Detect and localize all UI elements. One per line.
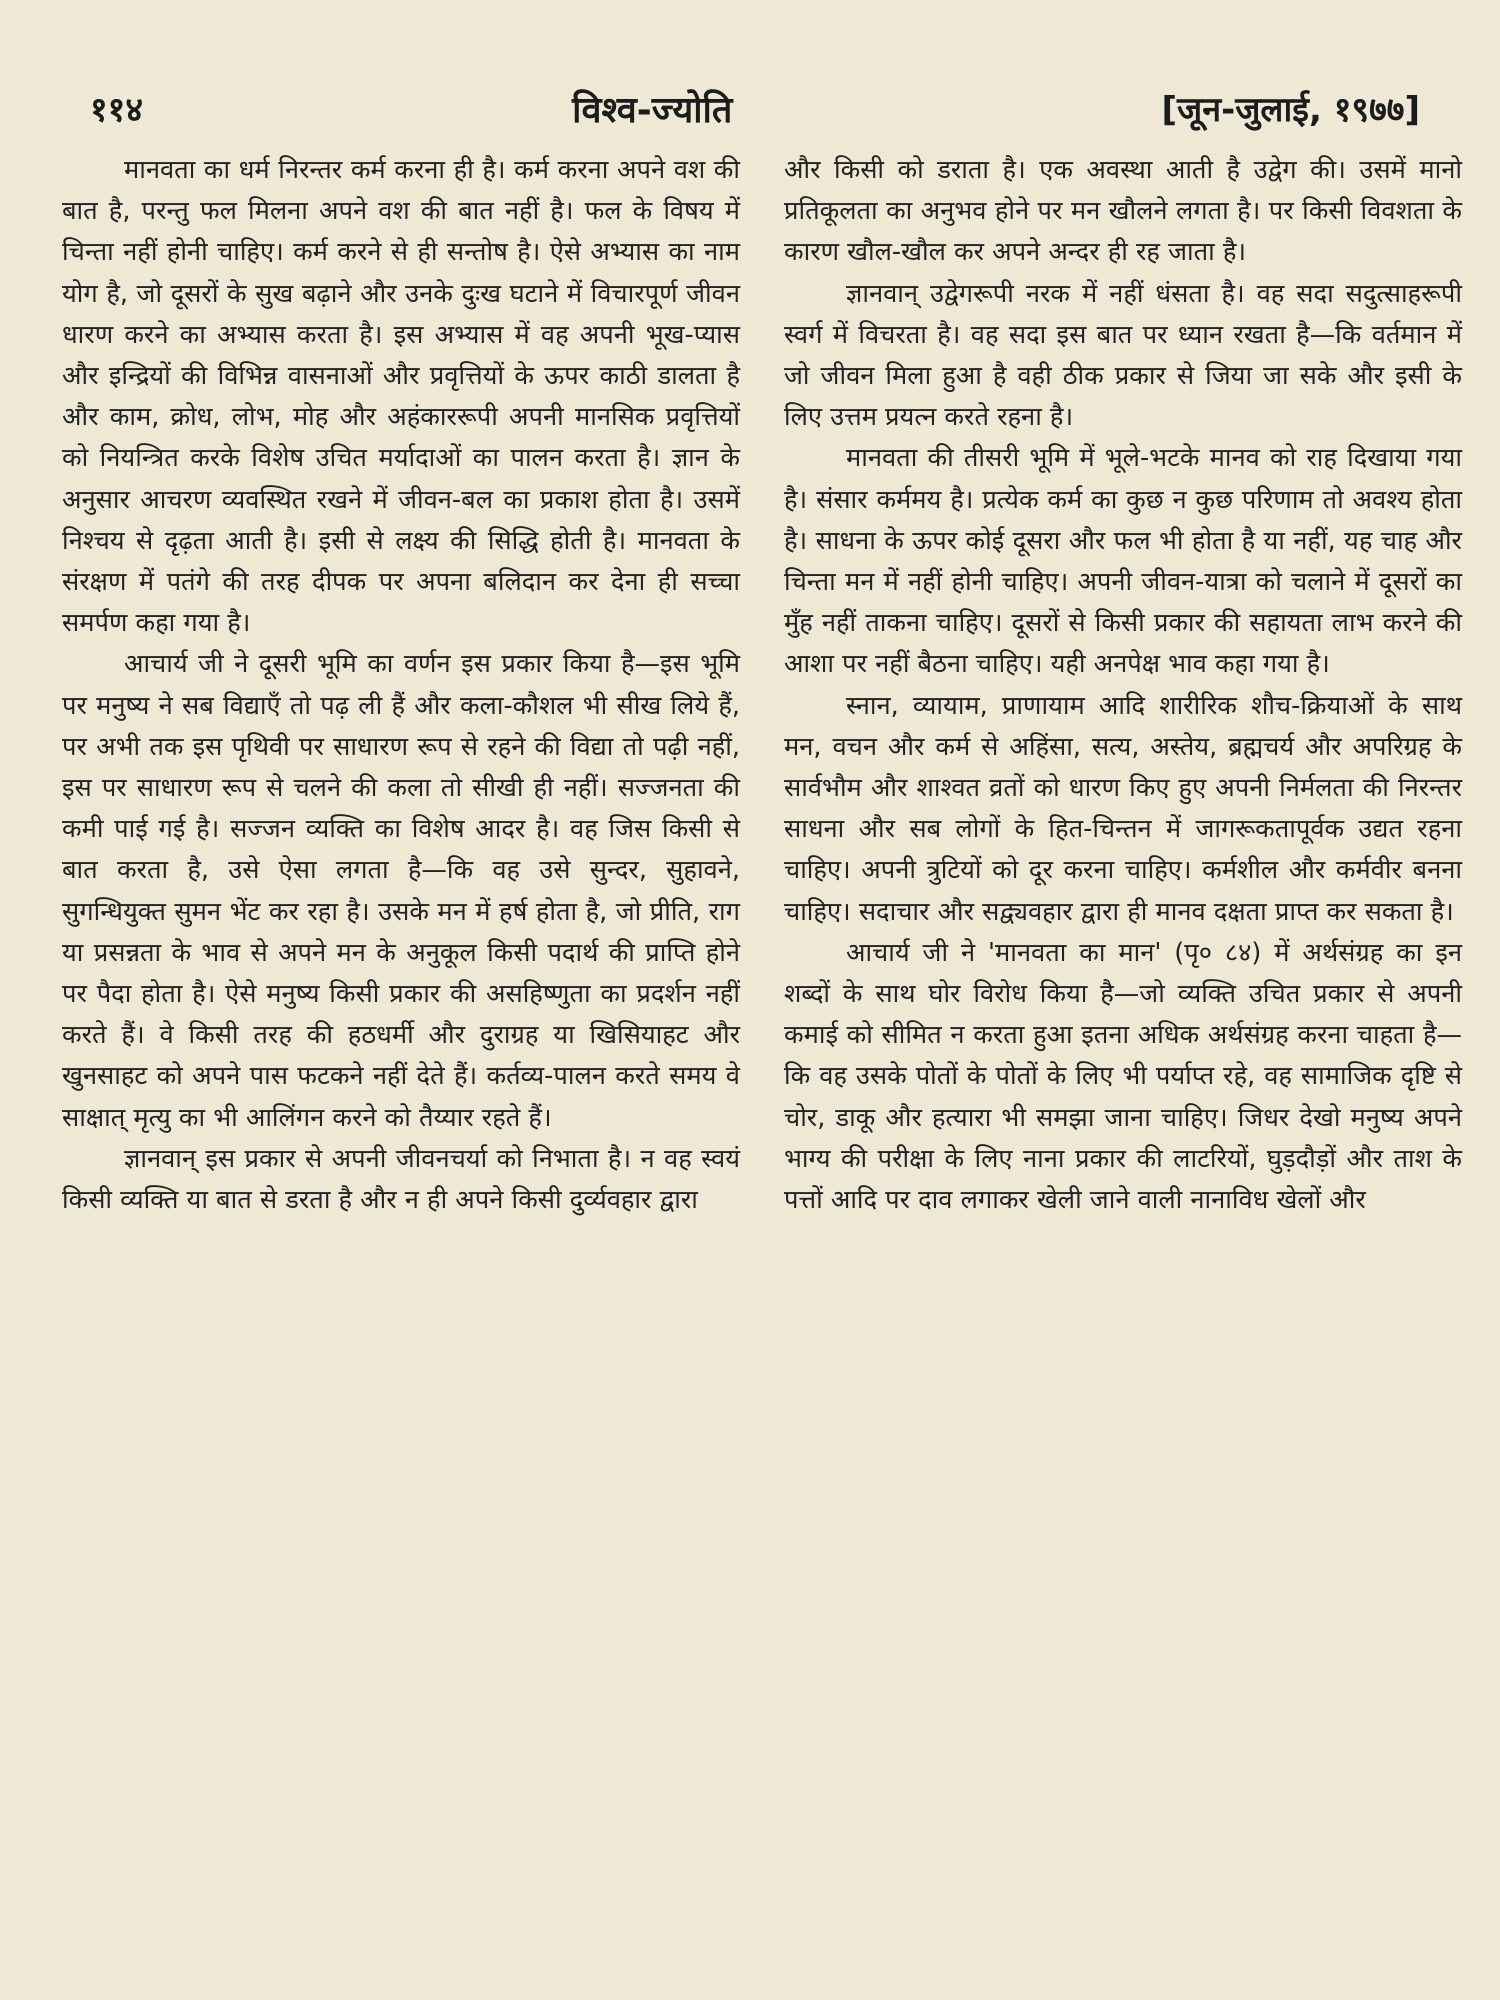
paragraph: मानवता की तीसरी भूमि में भूले-भटके मानव को राह दिखाया गया है। संसार कर्ममय है। प्रत्येक कर्म का कुछ न कुछ परिणाम तो अवश्य होता है। साधना के ऊपर कोई दूसरा और फल भी होता है या नहीं, यह चाह और चिन्ता मन में नहीं होनी चाहिए। अपनी जीवन-यात्रा को चलाने में दूसरों का मुँह नहीं ताकना चाहिए। दूसरों से किसी प्रकार की सहायता लाभ करने की आशा पर नहीं बैठना चाहिए। यही अनपेक्ष भाव कहा गया है। <box>784 443 1462 680</box>
page-number: ११४ <box>90 90 144 130</box>
issue-date: [जून-जुलाई, १९७७] <box>1161 90 1420 130</box>
paragraph-continuation: और किसी को डराता है। एक अवस्था आती है उद्वेग की। उसमें मानो प्रतिकूलता का अनुभव होने पर मन खौलने लगता है। पर किसी विवशता के कारण खौल-खौल कर अपने अन्दर ही रह जाता है। <box>784 155 1462 268</box>
right-column <box>784 150 1462 1950</box>
paragraph: ज्ञानवान् उद्वेगरूपी नरक में नहीं धंसता है। वह सदा सदुत्साहरूपी स्वर्ग में विचरता है। वह सदा इस बात पर ध्यान रखता है—कि वर्तमान में जो जीवन मिला हुआ है वही ठीक प्रकार से जिया जा सके और इसी के लिए उत्तम प्रयत्न करते रहना है। <box>784 278 1462 433</box>
paragraph: मानवता का धर्म निरन्तर कर्म करना ही है। कर्म करना अपने वश की बात है, परन्तु फल मिलना अपने वश की बात नहीं है। फल के विषय में चिन्ता नहीं होनी चाहिए। कर्म करने से ही सन्तोष है। ऐसे अभ्यास का नाम योग है, जो दूसरों के सुख बढ़ाने और उनके दुःख घटाने में विचारपूर्ण जीवन धारण करने का अभ्यास करता है। इस अभ्यास में वह अपनी भूख-प्यास और इन्द्रियों की विभिन्न वासनाओं और प्रवृत्तियों के ऊपर काठी डालता है और काम, क्रोध, लोभ, मोह और अहंकाररूपी अपनी मानसिक प्रवृत्तियों को नियन्त्रित करके विशेष उचित मर्यादाओं का पालन करता है। ज्ञान के अनुसार आचरण व्यवस्थित रखने में जीवन-बल का प्रकाश होता है। उसमें निश्चय से दृढ़ता आती है। इसी से लक्ष्य की सिद्धि होती है। मानवता के संरक्षण में पतंगे की तरह दीपक पर अपना बलिदान कर देना ही सच्चा समर्पण कहा गया है। <box>62 155 740 639</box>
left-column <box>62 150 740 1950</box>
paragraph: ज्ञानवान् इस प्रकार से अपनी जीवनचर्या को निभाता है। न वह स्वयं किसी व्यक्ति या बात से डरता है और न ही अपने किसी दुर्व्यवहार द्वारा <box>62 1143 740 1216</box>
paragraph: आचार्य जी ने दूसरी भूमि का वर्णन इस प्रकार किया है—इस भूमि पर मनुष्य ने सब विद्याएँ तो पढ़ ली हैं और कला-कौशल भी सीख लिये हैं, पर अभी तक इस पृथिवी पर साधारण रूप से रहने की विद्या तो पढ़ी नहीं, इस पर साधारण रूप से चलने की कला तो सीखी ही नहीं। सज्जनता की कमी पाई गई है। सज्जन व्यक्ति का विशेष आदर है। वह जिस किसी से बात करता है, उसे ऐसा लगता है—कि वह उसे सुन्दर, सुहावने, सुगन्धियुक्त सुमन भेंट कर रहा है। उसके मन में हर्ष होता है, जो प्रीति, राग या प्रसन्नता के भाव से अपने मन के अनुकूल किसी पदार्थ की प्राप्ति होने पर पैदा होता है। ऐसे मनुष्य किसी प्रकार की असहिष्णुता का प्रदर्शन नहीं करते हैं। वे किसी तरह की हठधर्मी और दुराग्रह या खिसियाहट और खुनसाहट को अपने पास फटकने नहीं देते हैं। कर्तव्य-पालन करते समय वे साक्षात् मृत्यु का भी आलिंगन करने को तैय्यार रहते हैं। <box>62 649 740 1133</box>
journal-title: विश्व-ज्योति <box>572 89 733 131</box>
text-columns <box>62 150 1462 1950</box>
paragraph: स्नान, व्यायाम, प्राणायाम आदि शारीरिक शौच-क्रियाओं के साथ मन, वचन और कर्म से अहिंसा, सत्य, अस्तेय, ब्रह्मचर्य और अपरिग्रह के सार्वभौम और शाश्वत व्रतों को धारण किए हुए अपनी निर्मलता की निरन्तर साधना और सब लोगों के हित-चिन्तन में जागरूकतापूर्वक उद्यत रहना चाहिए। अपनी त्रुटियों को दूर करना चाहिए। कर्मशील और कर्मवीर बनना चाहिए। सदाचार और सद्व्यवहार द्वारा ही मानव दक्षता प्राप्त कर सकता है। <box>784 690 1462 927</box>
paragraph: आचार्य जी ने 'मानवता का मान' (पृ० ८४) में अर्थसंग्रह का इन शब्दों के साथ घोर विरोध किया है—जो व्यक्ति उचित प्रकार से अपनी कमाई को सीमित न करता हुआ इतना अधिक अर्थसंग्रह करना चाहता है—कि वह उसके पोतों के पोतों के लिए भी पर्याप्त रहे, वह सामाजिक दृष्टि से चोर, डाकू और हत्यारा भी समझा जाना चाहिए। जिधर देखो मनुष्य अपने भाग्य की परीक्षा के लिए नाना प्रकार की लाटरियों, घुड़दौड़ों और ताश के पत्तों आदि पर दाव लगाकर खेली जाने वाली नानाविध खेलों और <box>784 937 1462 1216</box>
page-header <box>90 78 1420 138</box>
